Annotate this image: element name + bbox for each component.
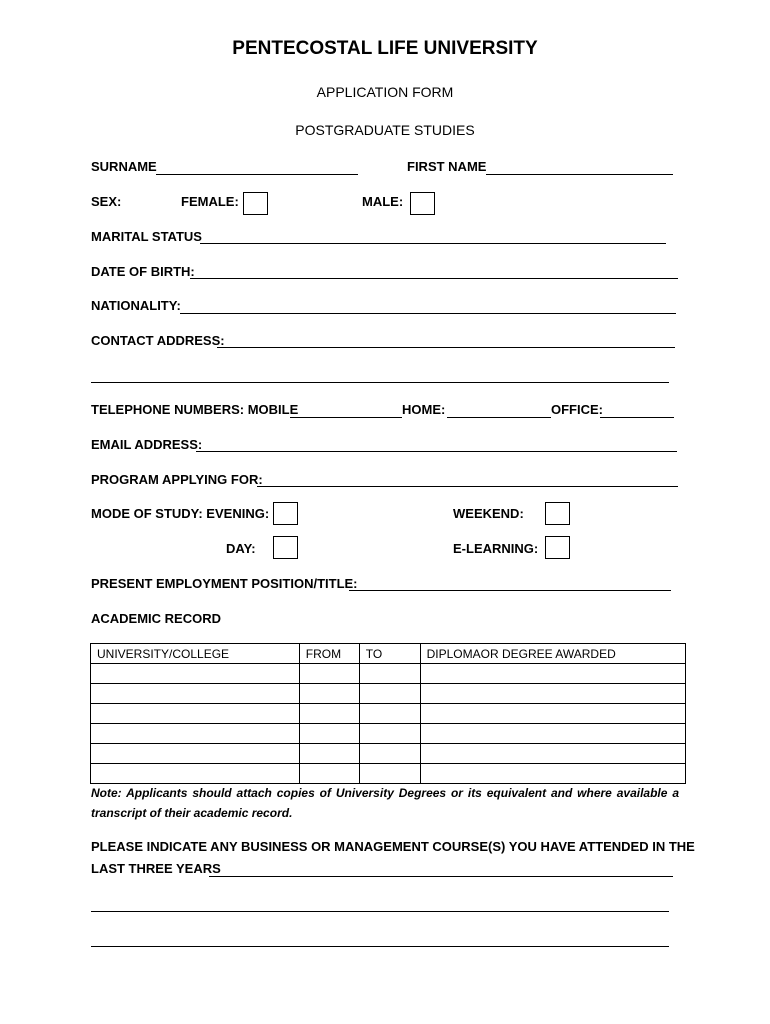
elearning-checkbox[interactable] [545,536,570,559]
male-checkbox[interactable] [410,192,435,215]
table-row [91,684,686,704]
academic-record-table [90,643,686,784]
dob-field[interactable] [190,278,678,279]
table-cell[interactable] [299,704,359,724]
mode-of-study-label: MODE OF STUDY: EVENING: [91,506,270,521]
contact-address-label: CONTACT ADDRESS: [91,333,225,348]
table-cell[interactable] [299,664,359,684]
table-cell[interactable] [420,724,685,744]
university-title: PENTECOSTAL LIFE UNIVERSITY [232,38,538,59]
table-cell[interactable] [420,764,685,784]
table-cell[interactable] [299,744,359,764]
marital-status-field[interactable] [200,243,666,244]
column-header-from: FROM [299,644,359,664]
telephone-label: TELEPHONE NUMBERS: MOBILE [91,402,299,417]
marital-status-label: MARITAL STATUS [91,229,202,244]
courses-field-2[interactable] [91,911,669,912]
nationality-field[interactable] [180,313,676,314]
mobile-field[interactable] [290,417,402,418]
table-cell[interactable] [420,744,685,764]
contact-address-field[interactable] [217,347,675,348]
table-cell[interactable] [420,704,685,724]
table-row [91,664,686,684]
office-label: OFFICE: [551,402,603,417]
table-cell[interactable] [91,724,300,744]
table-cell[interactable] [91,664,300,684]
email-label: EMAIL ADDRESS: [91,437,203,452]
table-header-row [91,644,686,664]
table-cell[interactable] [420,664,685,684]
note-line-2: transcript of their academic record. [91,806,293,820]
nationality-label: NATIONALITY: [91,298,181,313]
table-cell[interactable] [91,744,300,764]
academic-record-heading: ACADEMIC RECORD [91,611,221,626]
table-row [91,704,686,724]
table-cell[interactable] [91,764,300,784]
weekend-checkbox[interactable] [545,502,570,525]
evening-checkbox[interactable] [273,502,298,525]
table-cell[interactable] [91,684,300,704]
table-cell[interactable] [359,724,420,744]
sex-label: SEX: [91,194,122,209]
day-label: DAY: [226,541,256,556]
table-cell[interactable] [420,684,685,704]
table-cell[interactable] [359,704,420,724]
table-cell[interactable] [91,704,300,724]
table-cell[interactable] [359,764,420,784]
table-cell[interactable] [299,764,359,784]
table-cell[interactable] [299,684,359,704]
surname-label: SURNAME [91,159,157,174]
male-label: MALE: [362,194,404,209]
table-row [91,764,686,784]
courses-question-line-2: LAST THREE YEARS [91,861,221,876]
contact-address-field-2[interactable] [91,382,669,383]
surname-field[interactable] [156,174,358,175]
table-cell[interactable] [299,724,359,744]
table-row [91,724,686,744]
email-field[interactable] [196,451,677,452]
form-title: APPLICATION FORM [316,84,454,100]
table-cell[interactable] [359,664,420,684]
program-field[interactable] [257,486,678,487]
elearning-label: E-LEARNING: [453,541,539,556]
table-row [91,744,686,764]
home-label: HOME: [402,402,446,417]
table-cell[interactable] [359,744,420,764]
column-header-university: UNIVERSITY/COLLEGE [91,644,300,664]
female-label: FEMALE: [181,194,239,209]
courses-question-line-1: PLEASE INDICATE ANY BUSINESS OR MANAGEMENT COURSE(S) YOU HAVE ATTENDED IN THE [91,839,695,854]
home-field[interactable] [447,417,551,418]
female-checkbox[interactable] [243,192,268,215]
note-line-1: Note: Applicants should attach copies of University Degrees or its equivalent and where available a [91,786,679,800]
first-name-label: FIRST NAME [407,159,487,174]
employment-label: PRESENT EMPLOYMENT POSITION/TITLE: [91,576,358,591]
column-header-degree: DIPLOMAOR DEGREE AWARDED [420,644,685,664]
courses-field[interactable] [209,876,673,877]
employment-field[interactable] [349,590,671,591]
dob-label: DATE OF BIRTH: [91,264,195,279]
courses-field-3[interactable] [91,946,669,947]
program-label: PROGRAM APPLYING FOR: [91,472,263,487]
first-name-field[interactable] [486,174,673,175]
form-subtitle: POSTGRADUATE STUDIES [295,122,475,138]
table-cell[interactable] [359,684,420,704]
weekend-label: WEEKEND: [453,506,524,521]
office-field[interactable] [600,417,674,418]
column-header-to: TO [359,644,420,664]
day-checkbox[interactable] [273,536,298,559]
